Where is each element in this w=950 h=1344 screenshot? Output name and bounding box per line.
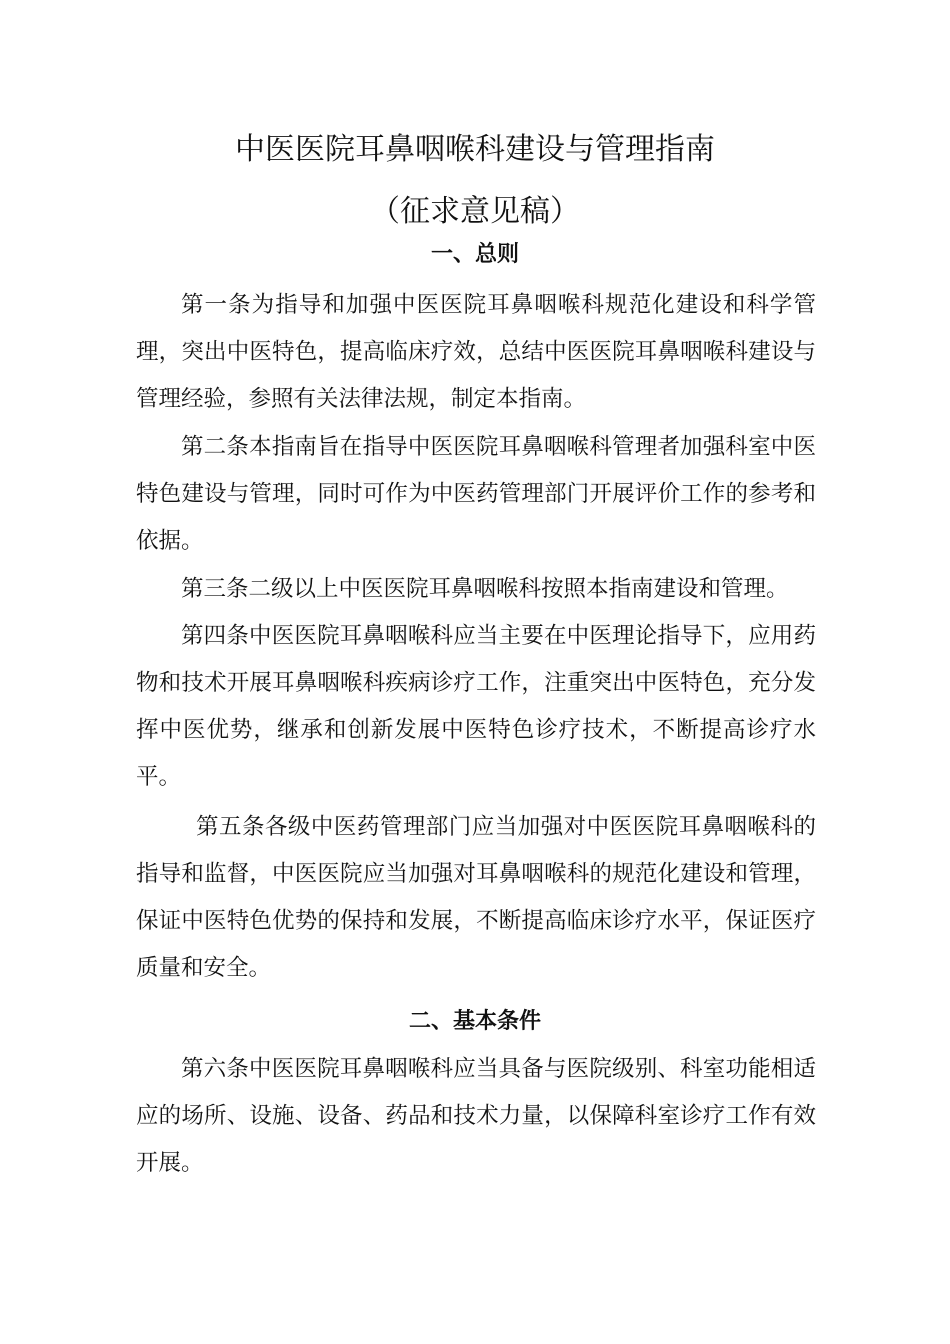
paragraph-article-3: 第三条二级以上中医医院耳鼻咽喉科按照本指南建设和管理。 bbox=[181, 576, 789, 602]
paragraph-article-5: 第五条各级中医药管理部门应当加强对中医医院耳鼻咽喉科的指导和监督，中医医院应当加强对耳鼻咽喉科的规范化建设和管理，保证中医特色优势的保持和发展，不断提高临床诊疗水平，保证医疗质量和安全。 bbox=[136, 814, 816, 981]
section-heading-general: 一、总则 bbox=[430, 242, 519, 267]
document-subtitle: （征求意见稿） bbox=[370, 194, 580, 229]
paragraph-article-4: 第四条中医医院耳鼻咽喉科应当主要在中医理论指导下，应用药物和技术开展耳鼻咽喉科疾病诊疗工作，注重突出中医特色，充分发挥中医优势，继承和创新发展中医特色诊疗技术，不断提高诊疗水平。 bbox=[136, 623, 816, 790]
paragraph-article-6: 第六条中医医院耳鼻咽喉科应当具备与医院级别、科室功能相适应的场所、设施、设备、药品和技术力量，以保障科室诊疗工作有效开展。 bbox=[136, 1056, 816, 1176]
section-heading-basic-conditions: 二、基本条件 bbox=[408, 1009, 541, 1034]
paragraph-article-1: 第一条为指导和加强中医医院耳鼻咽喉科规范化建设和科学管理，突出中医特色，提高临床疗效，总结中医医院耳鼻咽喉科建设与管理经验，参照有关法律法规，制定本指南。 bbox=[136, 292, 816, 412]
paragraph-article-2: 第二条本指南旨在指导中医医院耳鼻咽喉科管理者加强科室中医特色建设与管理，同时可作为中医药管理部门开展评价工作的参考和依据。 bbox=[136, 434, 816, 554]
document-title: 中医医院耳鼻咽喉科建设与管理指南 bbox=[235, 132, 715, 167]
